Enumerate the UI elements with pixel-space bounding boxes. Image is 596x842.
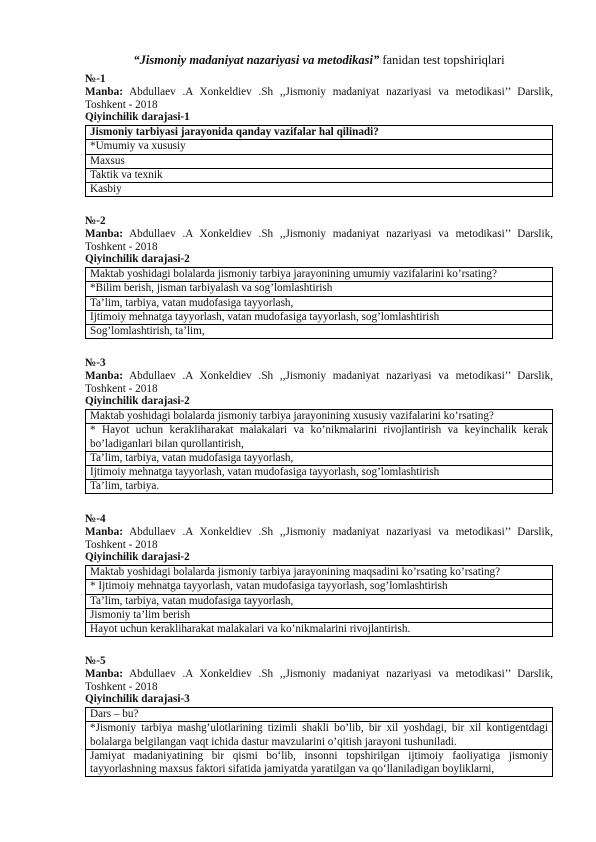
answer-option: *Bilim berish, jisman tarbiyalash va sog’lomlashtirish xyxy=(86,282,553,296)
question-number: №-3 xyxy=(85,357,106,369)
answer-option: Jismoniy ta’lim berish xyxy=(86,608,553,622)
question-block xyxy=(85,357,553,494)
answer-option: Ta’lim, tarbiya, vatan mudofasiga tayyorlash, xyxy=(86,451,553,465)
title-course-name: “Jismoniy madaniyat nazariyasi va metodikasi” xyxy=(133,53,380,67)
question-table xyxy=(85,267,553,339)
question-source xyxy=(85,228,553,254)
answer-row xyxy=(86,466,553,480)
answer-row xyxy=(86,623,553,637)
question-table xyxy=(85,409,553,494)
answer-row xyxy=(86,424,553,451)
source-text: Abdullaev .A Xonkeldiev .Sh ,,Jismoniy madaniyat nazariyasi va metodikasi’’ Darslik, Toshkent - 2018 xyxy=(85,525,553,551)
answer-option: Sog’lomlashtirish, ta’lim, xyxy=(86,325,553,339)
source-label: Manba: xyxy=(85,667,123,680)
answer-row xyxy=(86,594,553,608)
difficulty-level: Qiyinchilik darajasi-2 xyxy=(85,551,190,564)
difficulty-level: Qiyinchilik darajasi-3 xyxy=(85,693,190,706)
question-text: Maktab yoshidagi bolalarda jismoniy tarbiya jarayonining umumiy vazifalarini ko’rsating? xyxy=(86,268,553,282)
answer-option: Taktik va texnik xyxy=(86,168,553,182)
answer-row xyxy=(86,282,553,296)
question-number: №-1 xyxy=(85,73,106,85)
question-row xyxy=(86,566,553,580)
question-table xyxy=(85,125,553,197)
question-block xyxy=(85,215,553,339)
difficulty-level: Qiyinchilik darajasi-1 xyxy=(85,111,190,124)
answer-option: Ijtimoiy mehnatga tayyorlash, vatan mudofasiga tayyorlash, sog’lomlashtirish xyxy=(86,466,553,480)
answer-row xyxy=(86,140,553,154)
answer-row xyxy=(86,310,553,324)
question-source xyxy=(85,86,553,112)
answer-option: Kasbiy xyxy=(86,183,553,197)
question-row xyxy=(86,126,553,140)
answer-option: Ijtimoiy mehnatga tayyorlash, vatan mudofasiga tayyorlash, sog’lomlashtirish xyxy=(86,310,553,324)
answer-row xyxy=(86,480,553,494)
question-block xyxy=(85,73,553,197)
answer-row xyxy=(86,183,553,197)
question-block xyxy=(85,655,553,777)
document-title xyxy=(85,53,553,68)
source-label: Manba: xyxy=(85,369,123,382)
answer-option: * Hayot uchun kerakliharakat malakalari va ko’nikmalarini rivojlantirish va keyinchalik kerak bo’ladiganlari bilan qurollantirish, xyxy=(86,424,553,451)
question-number: №-4 xyxy=(85,513,106,525)
answer-option: Ta’lim, tarbiya. xyxy=(86,480,553,494)
source-text: Abdullaev .A Xonkeldiev .Sh ,,Jismoniy madaniyat nazariyasi va metodikasi’’ Darslik, Toshkent - 2018 xyxy=(85,369,553,395)
source-label: Manba: xyxy=(85,227,123,240)
source-label: Manba: xyxy=(85,525,123,538)
title-suffix: fanidan test topshiriqlari xyxy=(379,53,505,67)
answer-option: Maxsus xyxy=(86,154,553,168)
answer-row xyxy=(86,608,553,622)
source-label: Manba: xyxy=(85,85,123,98)
question-table xyxy=(85,565,553,637)
answer-row xyxy=(86,154,553,168)
question-block xyxy=(85,513,553,637)
answer-row xyxy=(86,580,553,594)
difficulty-level: Qiyinchilik darajasi-2 xyxy=(85,253,190,266)
answer-row xyxy=(86,168,553,182)
answer-option: *Jismoniy tarbiya mashg’ulotlarining tizimli shakli bo’lib, bir xil yoshdagi, bir xil kontigentdagi bolalarga belgilangan vaqt ichida dastur mavzularini o’qitish jarayoni tushuniladi. xyxy=(86,722,553,749)
answer-option: Ta’lim, tarbiya, vatan mudofasiga tayyorlash, xyxy=(86,594,553,608)
question-number: №-2 xyxy=(85,215,106,227)
question-source xyxy=(85,526,553,552)
answer-row xyxy=(86,451,553,465)
question-table xyxy=(85,707,553,777)
answer-option: Hayot uchun kerakliharakat malakalari va ko’nikmalarini rivojlantirish. xyxy=(86,623,553,637)
answer-option: Jamiyat madaniyatining bir qismi bo‘lib, insonni topshirilgan ijtimoiy faoliyatiga jismoniy tayyorlashning maxsus faktori sifatida jamiyatda yaratilgan va qo‘llaniladigan boyliklarni, xyxy=(86,749,553,776)
source-text: Abdullaev .A Xonkeldiev .Sh ,,Jismoniy madaniyat nazariyasi va metodikasi’’ Darslik, Toshkent - 2018 xyxy=(85,667,553,693)
answer-row xyxy=(86,296,553,310)
answer-row xyxy=(86,325,553,339)
source-text: Abdullaev .A Xonkeldiev .Sh ,,Jismoniy madaniyat nazariyasi va metodikasi’’ Darslik, Toshkent - 2018 xyxy=(85,227,553,253)
question-row xyxy=(86,708,553,722)
question-text: Jismoniy tarbiyasi jarayonida qanday vazifalar hal qilinadi? xyxy=(86,126,553,140)
answer-row xyxy=(86,749,553,776)
question-text: Maktab yoshidagi bolalarda jismoniy tarbiya jarayonining maqsadini ko’rsating ko’rsating? xyxy=(86,566,553,580)
question-row xyxy=(86,410,553,424)
question-text: Dars – bu? xyxy=(86,708,553,722)
question-text: Maktab yoshidagi bolalarda jismoniy tarbiya jarayonining xususiy vazifalarini ko’rsating? xyxy=(86,410,553,424)
answer-option: * Ijtimoiy mehnatga tayyorlash, vatan mudofasiga tayyorlash, sog’lomlashtirish xyxy=(86,580,553,594)
answer-option: Ta’lim, tarbiya, vatan mudofasiga tayyorlash, xyxy=(86,296,553,310)
question-source xyxy=(85,370,553,396)
question-source xyxy=(85,668,553,694)
answer-row xyxy=(86,722,553,749)
source-text: Abdullaev .A Xonkeldiev .Sh ,,Jismoniy madaniyat nazariyasi va metodikasi’’ Darslik, Toshkent - 2018 xyxy=(85,85,553,111)
difficulty-level: Qiyinchilik darajasi-2 xyxy=(85,395,190,408)
answer-option: *Umumiy va xususiy xyxy=(86,140,553,154)
question-row xyxy=(86,268,553,282)
question-number: №-5 xyxy=(85,655,106,667)
